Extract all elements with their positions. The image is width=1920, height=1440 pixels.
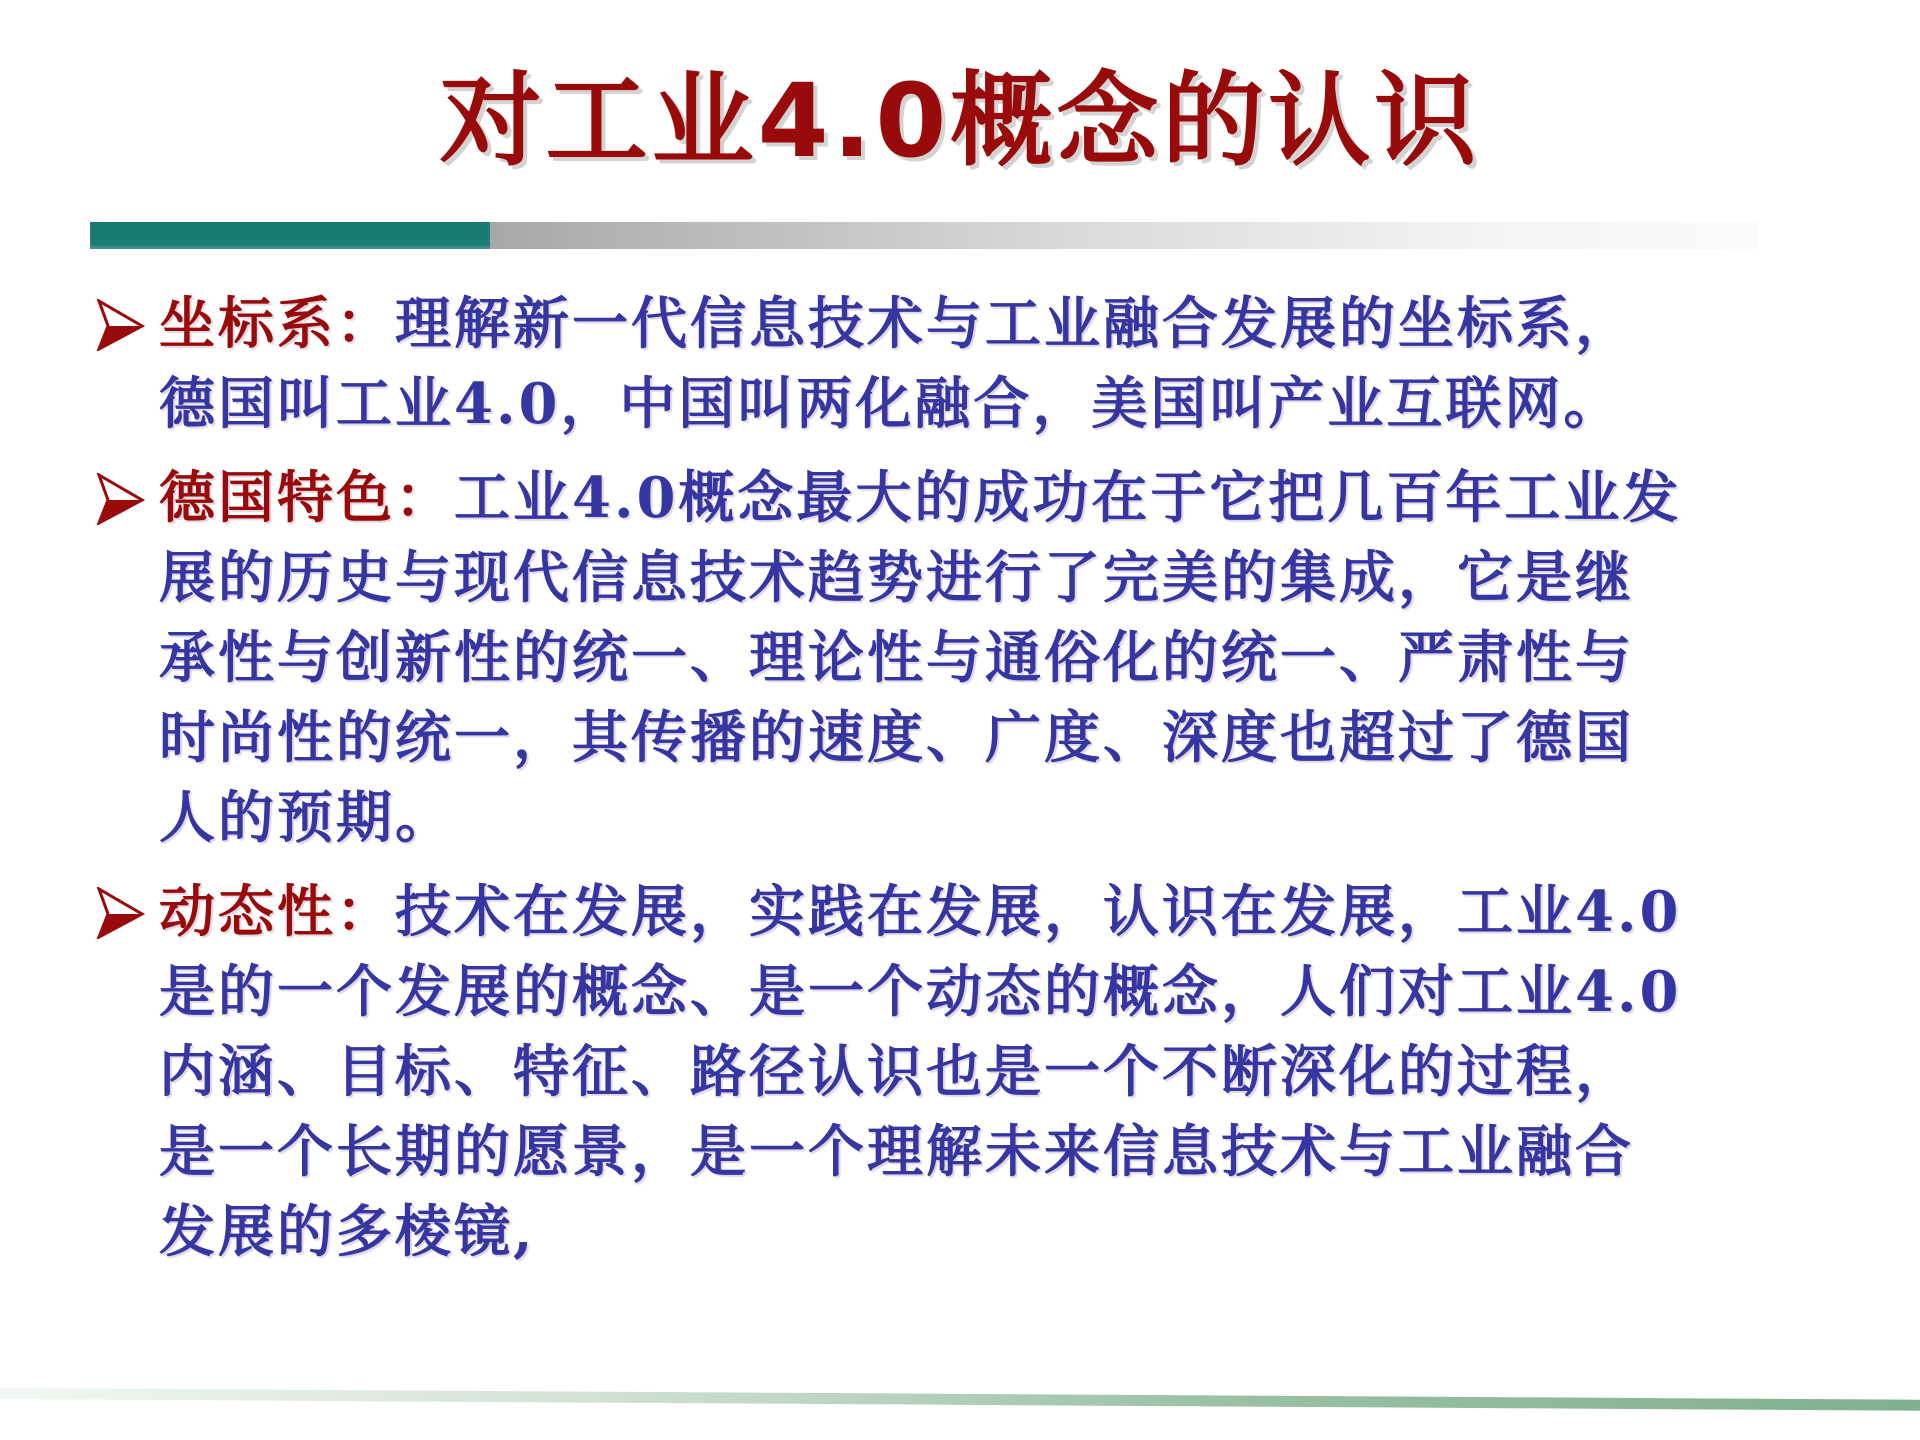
bullet-keyword: 坐标系： [159,291,395,357]
arrowhead-right-icon [95,473,145,525]
bullet-line: 德国叫工业4.0，中国叫两化融合，美国叫产业互联网。 [159,371,1623,437]
bullet-line [159,458,1735,538]
bullet-item-coordinate-system [95,284,1735,444]
bullet-line: 是的一个发展的概念、是一个动态的概念，人们对工业4.0 [159,959,1682,1025]
slide-body [95,284,1735,1286]
arrowhead-right-icon [95,299,145,351]
bullet-line [159,872,1735,952]
bullet-line [159,284,1735,364]
bullet-line: 展的历史与现代信息技术趋势进行了完美的集成，它是继 [159,545,1634,611]
bullet-line: 人的预期。 [159,785,454,851]
bullet-line: 承性与创新性的统一、理论性与通俗化的统一、严肃性与 [159,625,1634,691]
bullet-text: 工业4.0概念最大的成功在于它把几百年工业发 [454,465,1682,531]
title-divider-gradient-bar [490,222,1758,249]
bullet-text: 理解新一代信息技术与工业融合发展的坐标系， [395,291,1634,357]
arrowhead-right-icon [95,887,145,939]
bullet-line: 发展的多棱镜, [159,1199,536,1265]
bullet-item-dynamic-nature [95,872,1735,1272]
bullet-keyword: 德国特色： [159,465,454,531]
bullet-line: 内涵、目标、特征、路径认识也是一个不断深化的过程， [159,1039,1634,1105]
bullet-line: 时尚性的统一，其传播的速度、广度、深度也超过了德国 [159,705,1634,771]
footer-decoration-line [0,1388,1920,1411]
bullet-line: 是一个长期的愿景，是一个理解未来信息技术与工业融合 [159,1119,1634,1185]
bullet-item-german-character [95,458,1735,858]
title-divider-teal-bar [90,222,490,249]
bullet-keyword: 动态性： [159,879,395,945]
bullet-text: 技术在发展，实践在发展，认识在发展，工业4.0 [395,879,1682,945]
slide-title: 对工业4.0概念的认识 [439,62,1481,181]
